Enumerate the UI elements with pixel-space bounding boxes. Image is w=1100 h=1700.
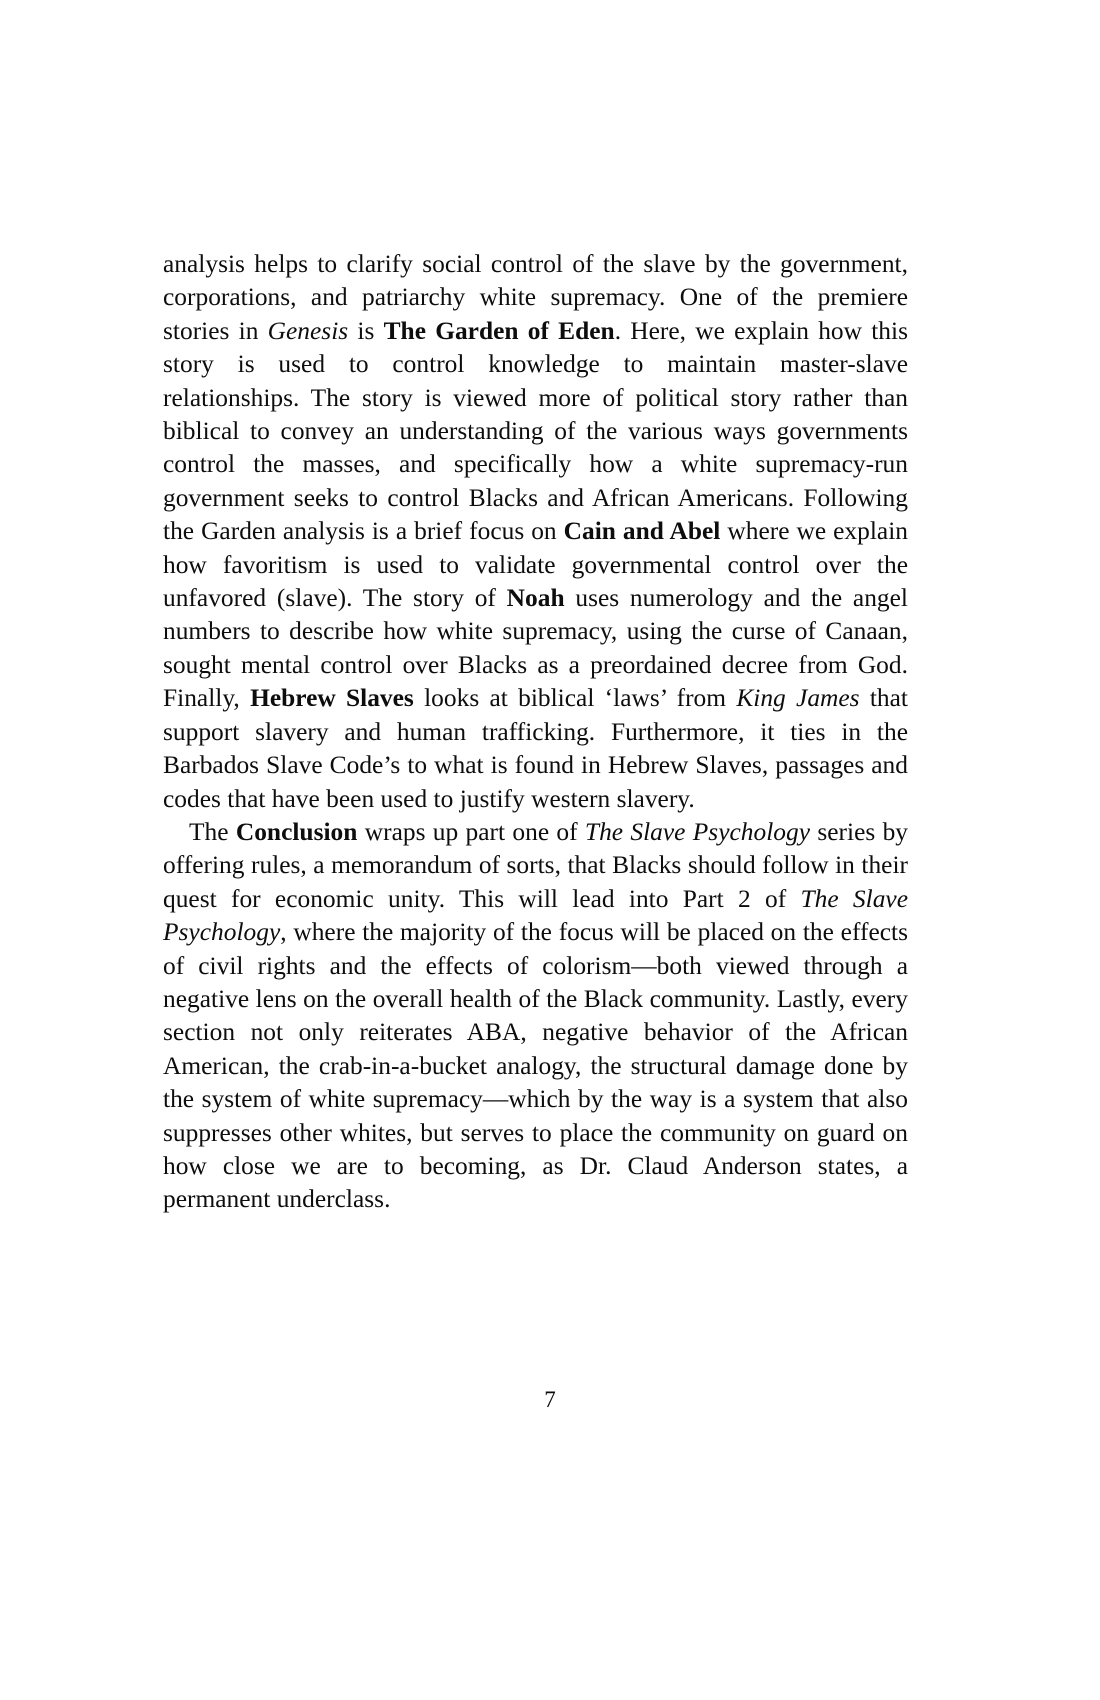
emphasis-italic: The Slave Psychology: [584, 817, 811, 846]
text-run: The: [189, 817, 236, 846]
paragraph-continuation: [163, 248, 908, 816]
page-number: 7: [544, 1387, 556, 1412]
text-run: is: [348, 316, 384, 345]
text-run: wraps up part one of: [357, 817, 585, 846]
text-run: where we explain how favoritism is used to validate governmental control over the unfavored (slave). The story of: [163, 517, 908, 613]
text-run: uses numerology and the angel numbers to describe how white supremacy, using the curse of Canaan, sought mental control over Blacks as a preordained decree from God. Finally,: [163, 584, 908, 713]
emphasis-bold: Cain and Abel: [563, 517, 721, 546]
emphasis-italic: Genesis: [267, 316, 349, 345]
emphasis-italic: The Slave Psychology: [163, 884, 908, 947]
text-run: series by offering rules, a memorandum of sorts, that Blacks should follow in their quest for economic unity. This will lead into Part 2 of: [163, 817, 908, 913]
text-run: . Here, we explain how this story is used to control knowledge to maintain master-slave relationships. The story is viewed more of political story rather than biblical to convey an understanding of the various ways governments control the masses, and specifically how a white supremacy-run government seeks to control Blacks and African Americans. Following the Garden analysis is a brief focus on: [163, 316, 908, 546]
text-run: looks at biblical ‘laws’ from: [413, 684, 737, 713]
emphasis-italic: King James: [736, 684, 860, 713]
emphasis-bold: Hebrew Slaves: [250, 684, 414, 713]
body-text-block: [163, 248, 908, 1217]
text-run: , where the majority of the focus will be placed on the effects of civil rights and the effects of colorism—both viewed through a negative lens on the overall health of the Black community. Lastly, every section not only reiterates ABA, negative behavior of the African American, the crab-in-a-bucket analogy, the structural damage done by the system of white supremacy—which by the way is a system that also suppresses other whites, but serves to place the community on guard on how close we are to becoming, as Dr. Claud Anderson states, a permanent underclass.: [163, 918, 908, 1214]
emphasis-bold: The Garden of Eden: [383, 316, 615, 345]
paragraph-conclusion: [163, 816, 908, 1217]
text-run: analysis helps to clarify social control of the slave by the government, corporations, and patriarchy white supremacy. One of the premiere stories in: [163, 250, 908, 345]
emphasis-bold: Conclusion: [235, 817, 358, 846]
emphasis-bold: Noah: [506, 584, 565, 613]
text-run: that support slavery and human trafficking. Furthermore, it ties in the Barbados Slave Code’s to what is found in Hebrew Slaves, passages and codes that have been used to justify western slavery.: [163, 684, 909, 813]
